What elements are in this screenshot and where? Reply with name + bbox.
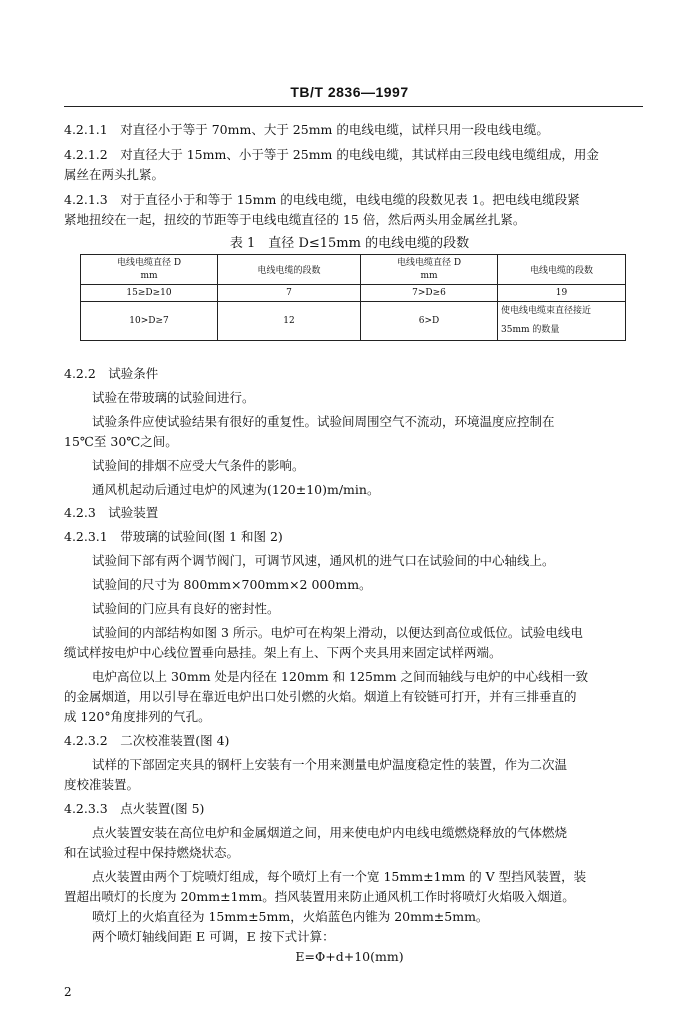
cell-line: 35mm 的数量	[501, 325, 560, 335]
cable-segments-table	[80, 254, 626, 341]
clause-4-2-1-1: 4.2.1.1 对直径小于等于 70mm、大于 25mm 的电线电缆，试样只用一段电线电缆。	[64, 122, 549, 137]
table-row	[81, 302, 626, 341]
paragraph: 通风机起动后通过电炉的风速为(120±10)m/min。	[92, 482, 380, 497]
table-row	[81, 285, 626, 302]
table-cell: 19	[498, 285, 626, 302]
header-rule	[64, 106, 643, 107]
paragraph-cont: 和在试验过程中保持燃烧状态。	[64, 845, 240, 860]
section-4-2-3: 4.2.3 试验装置	[64, 505, 159, 520]
table-cell: 12	[218, 302, 361, 341]
paragraph: 试验间下部有两个调节阀门，可调节风速，通风机的进气口在试验间的中心轴线上。	[92, 553, 555, 568]
paragraph: 电炉高位以上 30mm 处是内径在 120mm 和 125mm 之间而轴线与电炉的中心线相一致	[92, 669, 589, 684]
paragraph: 点火装置安装在高位电炉和金属烟道之间，用来使电炉内电线电缆燃烧释放的气体燃烧	[92, 825, 568, 840]
section-4-2-2: 4.2.2 试验条件	[64, 366, 159, 381]
paragraph: 试验间的排烟不应受大气条件的影响。	[92, 458, 305, 473]
page-number: 2	[64, 985, 72, 999]
table-header-cell	[361, 255, 498, 285]
paragraph: 喷灯上的火焰直径为 15mm±5mm，火焰蓝色内锥为 20mm±5mm。	[92, 909, 489, 924]
paragraph-cont: 缆试样按电炉中心线位置垂向悬挂。架上有上、下两个夹具用来固定试样两端。	[64, 645, 502, 660]
table-caption: 表 1 直径 D≤15mm 的电线电缆的段数	[229, 236, 470, 251]
header-unit: mm	[420, 270, 438, 281]
paragraph-cont: 15℃至 30℃之间。	[64, 434, 178, 449]
paragraph: 试验间的门应具有良好的密封性。	[92, 601, 280, 616]
cell-line: 使电线电缆束直径接近	[501, 306, 592, 316]
table-header-cell: 电线电缆的段数	[498, 255, 626, 285]
table-header-cell: 电线电缆的段数	[218, 255, 361, 285]
header-label: 电线电缆直径 D	[396, 257, 462, 268]
paragraph-cont: 的金属烟道，用以引导在靠近电炉出口处引燃的火焰。烟道上有铰链可打开，并有三排垂直的	[64, 689, 577, 704]
paragraph: 试验在带玻璃的试验间进行。	[92, 390, 255, 405]
formula: E=Φ+d+10(mm)	[295, 949, 404, 964]
table-cell: 7	[218, 285, 361, 302]
paragraph: 两个喷灯轴线间距 E 可调，E 按下式计算：	[92, 929, 335, 944]
paragraph: 点火装置由两个丁烷喷灯组成，每个喷灯上有一个宽 15mm±1mm 的 V 型挡风装置，装	[92, 869, 587, 884]
paragraph-cont: 成 120°角度排列的气孔。	[64, 709, 211, 724]
clause-4-2-1-2-cont: 属丝在两头扎紧。	[64, 167, 165, 182]
paragraph: 试验间的尺寸为 800mm×700mm×2 000mm。	[92, 577, 372, 592]
paragraph-cont: 置超出喷灯的长度为 20mm±1mm。挡风装置用来防止通风机工作时将喷灯火焰吸入烟道。	[64, 889, 575, 904]
clause-4-2-3-1: 4.2.3.1 带玻璃的试验间(图 1 和图 2)	[64, 529, 283, 544]
table-cell: 6>D	[361, 302, 498, 341]
clause-4-2-1-3-cont: 紧地扭绞在一起，扭绞的节距等于电线电缆直径的 15 倍，然后两头用金属丝扎紧。	[64, 212, 526, 227]
paragraph: 试样的下部固定夹具的钢杆上安装有一个用来测量电炉温度稳定性的装置，作为二次温	[92, 757, 568, 772]
table-cell: 15≥D≥10	[81, 285, 218, 302]
header-label: 电线电缆直径 D	[116, 257, 182, 268]
paragraph: 试验间的内部结构如图 3 所示。电炉可在构架上滑动，以便达到高位或低位。试验电线电	[92, 625, 583, 640]
clause-4-2-3-3: 4.2.3.3 点火装置(图 5)	[64, 801, 205, 816]
table-header-cell	[81, 255, 218, 285]
paragraph: 试验条件应使试验结果有很好的重复性。试验间周围空气不流动，环境温度应控制在	[92, 414, 555, 429]
header-unit: mm	[140, 270, 158, 281]
table-header-row	[81, 255, 626, 285]
table-cell	[498, 302, 626, 341]
clause-4-2-1-3: 4.2.1.3 对于直径小于和等于 15mm 的电线电缆，电线电缆的段数见表 1。把电线电缆段紧	[64, 192, 580, 207]
table-cell: 7>D≥6	[361, 285, 498, 302]
clause-4-2-1-2: 4.2.1.2 对直径大于 15mm、小于等于 25mm 的电线电缆，其试样由三段电线电缆组成，用金	[64, 147, 599, 162]
clause-4-2-3-2: 4.2.3.2 二次校准装置(图 4)	[64, 733, 230, 748]
paragraph-cont: 度校准装置。	[64, 777, 140, 792]
standard-header: TB/T 2836—1997	[290, 84, 409, 100]
table-cell: 10>D≥7	[81, 302, 218, 341]
